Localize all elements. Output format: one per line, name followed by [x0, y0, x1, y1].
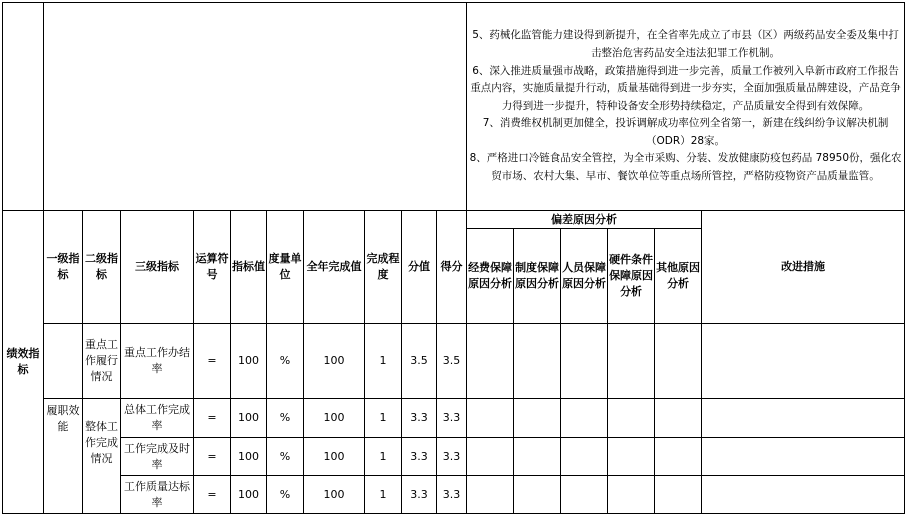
score-value-header: 分值 [402, 211, 437, 324]
annual-value-cell: 100 [304, 324, 365, 399]
table-row [3, 324, 905, 399]
unit-cell: % [267, 438, 304, 476]
level3-cell: 工作完成及时率 [121, 438, 194, 476]
dev-personnel-cell [561, 399, 608, 438]
score-cell: 3.3 [437, 399, 467, 438]
completion-cell: 1 [365, 399, 402, 438]
dev-funding-cell [467, 476, 514, 514]
operator-cell: = [194, 476, 231, 514]
unit-cell: % [267, 476, 304, 514]
performance-table [2, 2, 905, 514]
table-row [3, 476, 905, 514]
improvement-header: 改进措施 [702, 211, 905, 324]
indicator-value-cell: 100 [231, 399, 267, 438]
blank-left-cell [3, 3, 44, 211]
annual-value-cell: 100 [304, 399, 365, 438]
improvement-cell [702, 324, 905, 399]
operator-cell: = [194, 324, 231, 399]
completion-header: 完成程度 [365, 211, 402, 324]
dev-personnel-cell [561, 324, 608, 399]
blank-middle-cell [44, 3, 467, 211]
level3-header: 三级指标 [121, 211, 194, 324]
operator-header: 运算符号 [194, 211, 231, 324]
improvement-cell [702, 399, 905, 438]
dev-personnel-cell [561, 476, 608, 514]
dev-funding-cell [467, 324, 514, 399]
annual-value-cell: 100 [304, 476, 365, 514]
level3-cell: 总体工作完成率 [121, 399, 194, 438]
annual-value-header: 全年完成值 [304, 211, 365, 324]
level2-header: 二级指标 [83, 211, 121, 324]
improvement-cell [702, 476, 905, 514]
note-item: 8、严格进口冷链食品安全管控，为全市采购、分装、发放健康防疫包药品 78950份，强化农贸市场、农村大集、早市、餐饮单位等重点场所管控，严格防疫物资产品质量监管。 [469, 152, 902, 183]
level1-cell: 履职效能 [44, 399, 83, 514]
operator-cell: = [194, 438, 231, 476]
notes-cell [467, 3, 905, 211]
dev-funding-cell [467, 438, 514, 476]
dev-hardware-cell [608, 476, 655, 514]
score-cell: 3.3 [437, 476, 467, 514]
score-value-cell: 3.3 [402, 438, 437, 476]
dev-hardware-cell [608, 324, 655, 399]
improvement-cell [702, 438, 905, 476]
score-value-cell: 3.3 [402, 399, 437, 438]
score-cell: 3.5 [437, 324, 467, 399]
dev-system-cell [514, 399, 561, 438]
operator-cell: = [194, 399, 231, 438]
level3-cell: 工作质量达标率 [121, 476, 194, 514]
note-item: 7、消费维权机制更加健全，投诉调解成功率位列全省第一，新建在线纠纷争议解决机制（ODR）28家。 [482, 117, 889, 147]
dev-hardware-cell [608, 399, 655, 438]
performance-label: 绩效指标 [3, 211, 44, 514]
score-header: 得分 [437, 211, 467, 324]
table-row [3, 438, 905, 476]
score-value-cell: 3.3 [402, 476, 437, 514]
indicator-value-header: 指标值 [231, 211, 267, 324]
dev-personnel-cell [561, 438, 608, 476]
note-item: 5、药械化监管能力建设得到新提升，在全省率先成立了市县（区）两级药品安全委及集中打击整治危害药品安全违法犯罪工作机制。 [472, 29, 899, 59]
unit-header: 度量单位 [267, 211, 304, 324]
score-cell: 3.3 [437, 438, 467, 476]
deviation-header: 偏差原因分析 [467, 211, 702, 229]
dev-personnel-header: 人员保障原因分析 [561, 229, 608, 324]
level1-header: 一级指标 [44, 211, 83, 324]
note-item: 6、深入推进质量强市战略，政策措施得到进一步完善，质量工作被列入阜新市政府工作报告重点内容，实施质量提升行动，质量基础得到进一步夯实，全面加强质量品牌建设，产品竞争力得到进一步提升，特种设备安全形势持续稳定，产品质量安全得到有效保障。 [470, 64, 901, 112]
dev-system-cell [514, 438, 561, 476]
dev-hardware-header: 硬件条件保障原因分析 [608, 229, 655, 324]
indicator-value-cell: 100 [231, 324, 267, 399]
dev-funding-header: 经费保障原因分析 [467, 229, 514, 324]
dev-other-cell [655, 438, 702, 476]
table-row [3, 399, 905, 438]
dev-funding-cell [467, 399, 514, 438]
completion-cell: 1 [365, 324, 402, 399]
level2-cell: 重点工作履行情况 [83, 324, 121, 399]
dev-other-cell [655, 476, 702, 514]
dev-system-cell [514, 324, 561, 399]
level3-cell: 重点工作办结率 [121, 324, 194, 399]
unit-cell: % [267, 399, 304, 438]
indicator-value-cell: 100 [231, 476, 267, 514]
dev-hardware-cell [608, 438, 655, 476]
dev-other-cell [655, 399, 702, 438]
unit-cell: % [267, 324, 304, 399]
score-value-cell: 3.5 [402, 324, 437, 399]
dev-system-header: 制度保障原因分析 [514, 229, 561, 324]
completion-cell: 1 [365, 476, 402, 514]
indicator-value-cell: 100 [231, 438, 267, 476]
dev-system-cell [514, 476, 561, 514]
completion-cell: 1 [365, 438, 402, 476]
level2-cell: 整体工作完成情况 [83, 399, 121, 514]
dev-other-header: 其他原因分析 [655, 229, 702, 324]
annual-value-cell: 100 [304, 438, 365, 476]
dev-other-cell [655, 324, 702, 399]
level1-empty-cell [44, 324, 83, 399]
